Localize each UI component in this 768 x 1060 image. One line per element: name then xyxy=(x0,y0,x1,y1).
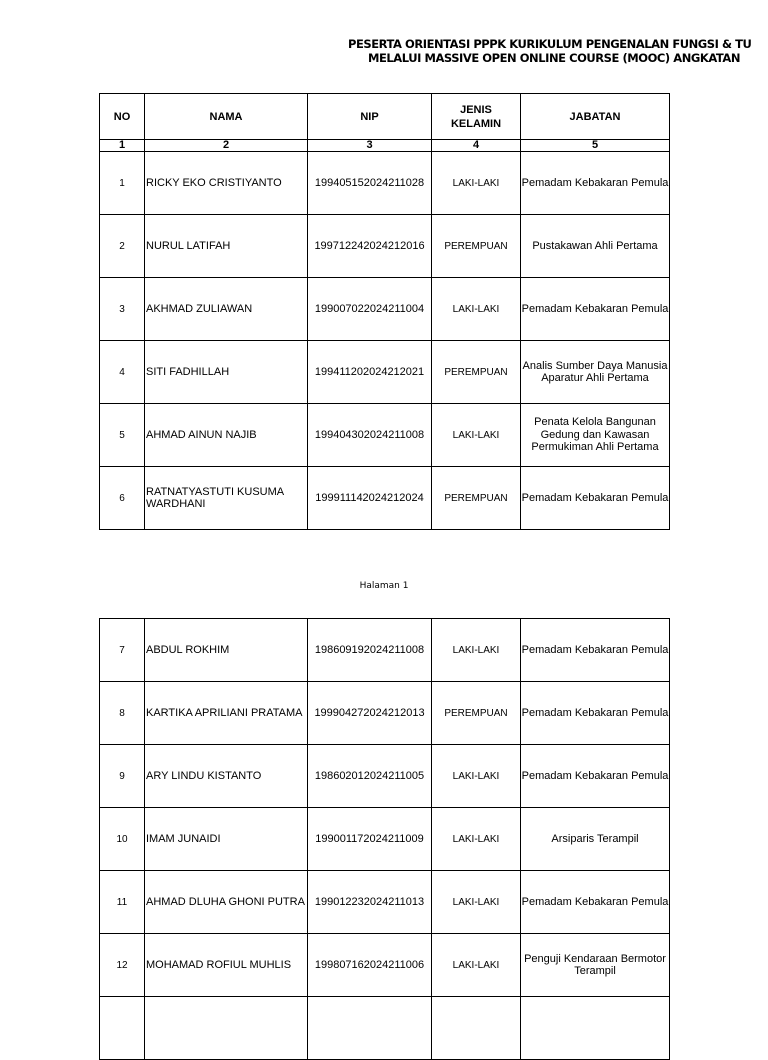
cell-no: 12 xyxy=(100,934,145,997)
cell-nama: RICKY EKO CRISTIYANTO xyxy=(145,152,308,215)
col-number: 3 xyxy=(308,140,432,152)
empty-cell xyxy=(521,997,670,1060)
cell-nama: AKHMAD ZULIAWAN xyxy=(145,278,308,341)
cell-jabatan: Pemadam Kebakaran Pemula xyxy=(521,871,670,934)
cell-jabatan: Pemadam Kebakaran Pemula xyxy=(521,278,670,341)
cell-jabatan: Pustakawan Ahli Pertama xyxy=(521,215,670,278)
cell-nama: SITI FADHILLAH xyxy=(145,341,308,404)
cell-nip: 199001172024211009 xyxy=(308,808,432,871)
header-jk-line1: JENIS xyxy=(460,103,492,116)
header-no: NO xyxy=(100,94,145,140)
cell-jabatan: Pemadam Kebakaran Pemula xyxy=(521,619,670,682)
cell-nama: KARTIKA APRILIANI PRATAMA xyxy=(145,682,308,745)
table-row xyxy=(100,278,670,341)
col-number: 2 xyxy=(145,140,308,152)
cell-nip: 199007022024211004 xyxy=(308,278,432,341)
table-row xyxy=(100,871,670,934)
cell-nip: 198602012024211005 xyxy=(308,745,432,808)
cell-jenis-kelamin: PEREMPUAN xyxy=(432,682,521,745)
empty-cell xyxy=(100,997,145,1060)
cell-nip: 199911142024212024 xyxy=(308,467,432,530)
empty-cell xyxy=(432,997,521,1060)
cell-jenis-kelamin: PEREMPUAN xyxy=(432,215,521,278)
cell-no: 4 xyxy=(100,341,145,404)
header-row xyxy=(100,94,670,140)
cell-jabatan: Pemadam Kebakaran Pemula xyxy=(521,152,670,215)
cell-jabatan: Penata Kelola Bangunan Gedung dan Kawasan Permukiman Ahli Pertama xyxy=(521,404,670,467)
table-row xyxy=(100,467,670,530)
cell-nama: ABDUL ROKHIM xyxy=(145,619,308,682)
header-jk-line2: KELAMIN xyxy=(450,117,502,130)
table-body-page-1 xyxy=(100,152,670,530)
header-jabatan: JABATAN xyxy=(521,94,670,140)
header-nip: NIP xyxy=(308,94,432,140)
cell-nama: ARY LINDU KISTANTO xyxy=(145,745,308,808)
cell-jenis-kelamin: LAKI-LAKI xyxy=(432,745,521,808)
table-row xyxy=(100,341,670,404)
cell-no: 1 xyxy=(100,152,145,215)
header-nama: NAMA xyxy=(145,94,308,140)
cell-nip: 199904272024212013 xyxy=(308,682,432,745)
cell-jenis-kelamin: LAKI-LAKI xyxy=(432,808,521,871)
table-row xyxy=(100,152,670,215)
cell-nip: 199012232024211013 xyxy=(308,871,432,934)
document-title xyxy=(0,37,768,67)
col-number: 1 xyxy=(100,140,145,152)
empty-cell xyxy=(145,997,308,1060)
table-row xyxy=(100,682,670,745)
cell-jabatan: Pemadam Kebakaran Pemula xyxy=(521,745,670,808)
cell-nama: IMAM JUNAIDI xyxy=(145,808,308,871)
col-number: 5 xyxy=(521,140,670,152)
cell-nama: NURUL LATIFAH xyxy=(145,215,308,278)
cell-jenis-kelamin: PEREMPUAN xyxy=(432,341,521,404)
empty-cell xyxy=(308,997,432,1060)
table-body-page-2 xyxy=(100,619,670,1060)
table-row xyxy=(100,215,670,278)
cell-jenis-kelamin: LAKI-LAKI xyxy=(432,871,521,934)
table-row xyxy=(100,404,670,467)
cell-jabatan: Arsiparis Terampil xyxy=(521,808,670,871)
cell-jabatan: Pemadam Kebakaran Pemula xyxy=(521,682,670,745)
cell-nip: 199404302024211008 xyxy=(308,404,432,467)
cell-nip: 199712242024212016 xyxy=(308,215,432,278)
cell-jenis-kelamin: LAKI-LAKI xyxy=(432,152,521,215)
cell-no: 11 xyxy=(100,871,145,934)
cell-nama: AHMAD AINUN NAJIB xyxy=(145,404,308,467)
column-number-row xyxy=(100,140,670,152)
cell-no: 7 xyxy=(100,619,145,682)
cell-jenis-kelamin: LAKI-LAKI xyxy=(432,404,521,467)
col-number: 4 xyxy=(432,140,521,152)
cell-jabatan: Penguji Kendaraan Bermotor Terampil xyxy=(521,934,670,997)
table-row xyxy=(100,997,670,1060)
header-jenis-kelamin xyxy=(432,94,521,140)
cell-no: 5 xyxy=(100,404,145,467)
cell-nama: RATNATYASTUTI KUSUMA WARDHANI xyxy=(145,467,308,530)
cell-no: 2 xyxy=(100,215,145,278)
table-row xyxy=(100,619,670,682)
cell-no: 8 xyxy=(100,682,145,745)
cell-jenis-kelamin: LAKI-LAKI xyxy=(432,278,521,341)
cell-jabatan: Analis Sumber Daya Manusia Aparatur Ahli Pertama xyxy=(521,341,670,404)
cell-no: 10 xyxy=(100,808,145,871)
cell-nip: 199411202024212021 xyxy=(308,341,432,404)
cell-jenis-kelamin: LAKI-LAKI xyxy=(432,619,521,682)
cell-nip: 199807162024211006 xyxy=(308,934,432,997)
page-label: Halaman 1 xyxy=(359,581,409,591)
cell-jabatan: Pemadam Kebakaran Pemula xyxy=(521,467,670,530)
cell-nama: MOHAMAD ROFIUL MUHLIS xyxy=(145,934,308,997)
cell-no: 6 xyxy=(100,467,145,530)
participant-table-page-2 xyxy=(99,618,670,1060)
table-row xyxy=(100,934,670,997)
title-line-2: MELALUI MASSIVE OPEN ONLINE COURSE (MOOC) ANGKATAN xyxy=(368,51,741,65)
cell-jenis-kelamin: LAKI-LAKI xyxy=(432,934,521,997)
table-row xyxy=(100,745,670,808)
cell-no: 3 xyxy=(100,278,145,341)
cell-nip: 199405152024211028 xyxy=(308,152,432,215)
cell-nip: 198609192024211008 xyxy=(308,619,432,682)
table-row xyxy=(100,808,670,871)
cell-nama: AHMAD DLUHA GHONI PUTRA xyxy=(145,871,308,934)
participant-table-page-1 xyxy=(99,93,670,530)
cell-jenis-kelamin: PEREMPUAN xyxy=(432,467,521,530)
title-line-1: PESERTA ORIENTASI PPPK KURIKULUM PENGENALAN FUNGSI & TU xyxy=(348,37,752,51)
cell-no: 9 xyxy=(100,745,145,808)
